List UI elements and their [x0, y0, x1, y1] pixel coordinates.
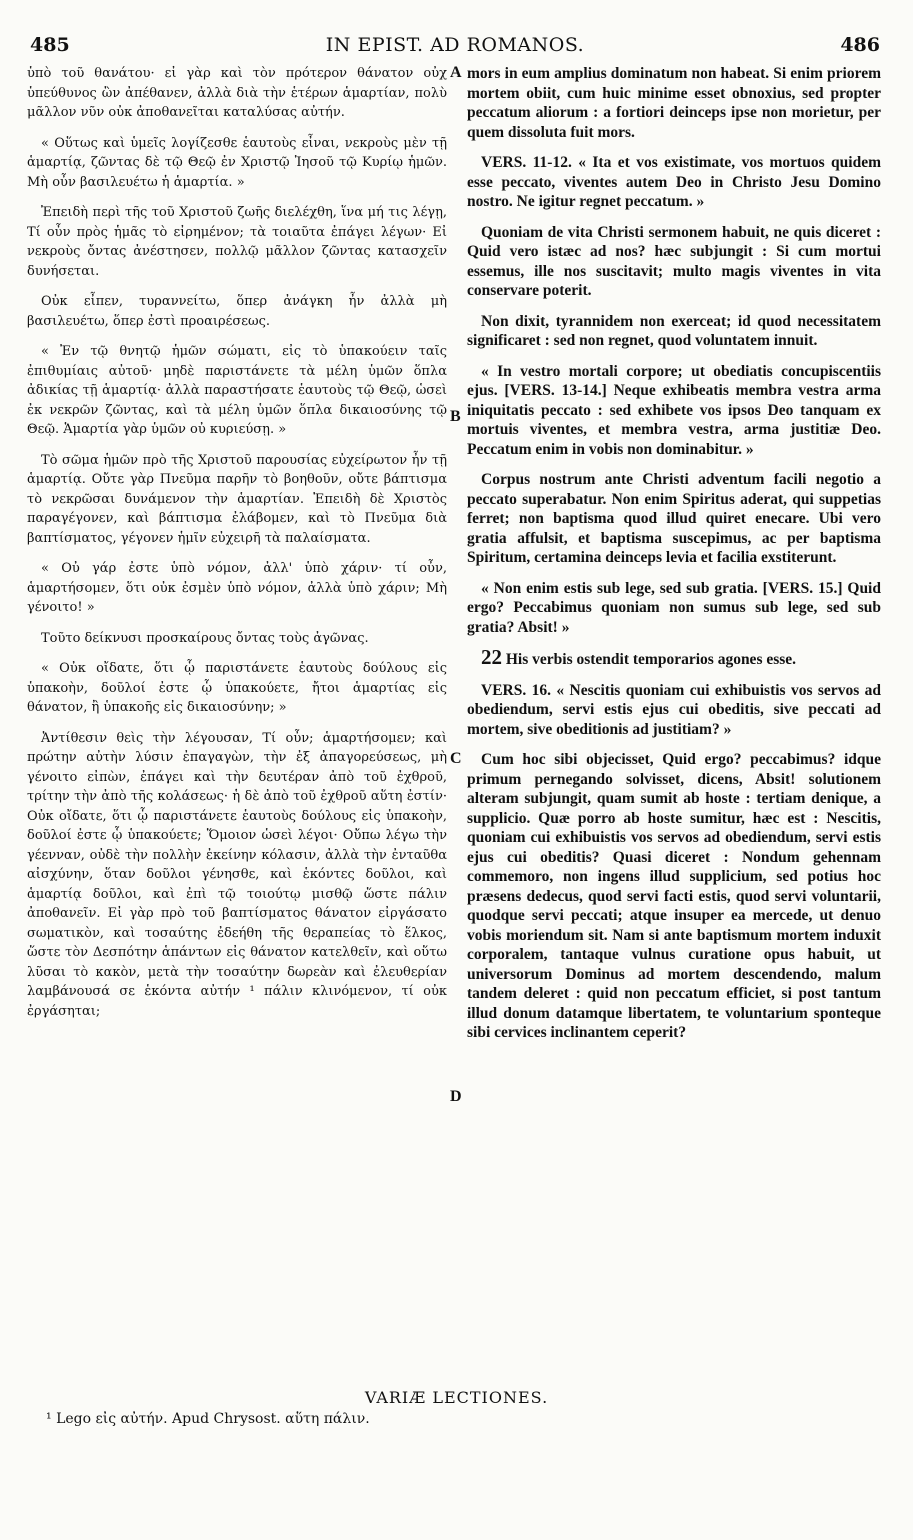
variae-lectiones-title: VARIÆ LECTIONES.	[364, 1388, 549, 1407]
greek-paragraph: Οὐκ εἶπεν, τυραννείτω, ὅπερ ἀνάγκη ἦν ἀλλὰ μὴ βασιλευέτω, ὅπερ ἐστὶ προαιρέσεως.	[27, 294, 447, 329]
left-page-number: 485	[30, 34, 70, 56]
greek-paragraph: « Οὐ γάρ ἐστε ὑπὸ νόμον, ἀλλ' ὑπὸ χάριν· τί οὖν, ἁμαρτήσομεν, ὅτι οὐκ ἐσμὲν ὑπὸ νόμον, ἀλλὰ ὑπὸ χάριν; Μὴ γένοιτο! »	[27, 561, 447, 615]
section-number: 22	[481, 645, 502, 669]
margin-letter-d: D	[450, 1088, 462, 1105]
latin-paragraph-text: His verbis ostendit temporarios agones esse.	[505, 651, 797, 668]
greek-paragraph: ὑπὸ τοῦ θανάτου· εἰ γὰρ καὶ τὸν πρότερον θάνατον οὐχ ὑπεύθυνος ὢν ἀπέθανεν, ἀλλὰ διὰ τὴν ἑτέρων ἁμαρτίαν, πολὺ μᾶλλον νῦν οὐκ ἀποθανεῖται καταλύσας αὐτήν.	[27, 66, 447, 120]
latin-paragraph: VERS. 11-12. « Ita et vos existimate, vos mortuos quidem esse peccato, viventes autem Deo in Christo Jesu Domino nostro. Ne igitur regnet peccatum. »	[467, 154, 881, 210]
margin-letter-c: C	[450, 750, 462, 767]
greek-paragraph: Τοῦτο δείκνυσι προσκαίρους ὄντας τοὺς ἀγῶνας.	[41, 630, 369, 646]
latin-paragraph: « In vestro mortali corpore; ut obediatis concupiscentiis ejus. [VERS. 13-14.] Neque exhibeatis membra vestra arma iniquitatis peccato : sed exhibete vos ipsos Deo tanquam ex mortuis viventes, et membra vestra, arma justitiæ Deo. Peccatum enim in vobis non dominabitur. »	[467, 362, 881, 458]
latin-paragraph: Quoniam de vita Christi sermonem habuit, ne quis diceret : Quid vero istæc ad nos? hæc subjungit : Si cum mortui essemus, ille nos suscitavit; multo magis viventes in vita conservare poterit.	[467, 223, 881, 299]
right-page-number: 486	[840, 34, 880, 56]
latin-paragraph: « Non enim estis sub lege, sed sub gratia. [VERS. 15.] Quid ergo? Peccabimus quoniam non sumus sub lege, sed sub gratia? Absit! »	[467, 579, 881, 636]
latin-paragraph: Corpus nostrum ante Christi adventum facili negotio a peccato superabatur. Non enim Spiritus aderat, qui suppetias ferret; non baptisma quod illud quiret enecare. Ubi vero gratia affulsit, et baptisma suscepimus, ac per baptisma Spiritum, certamina deinceps levia et facilia exstiterunt.	[467, 471, 881, 566]
running-header	[30, 34, 880, 60]
margin-letter-a: A	[450, 64, 462, 81]
variae-lectiones-note: ¹ Lego εἰς αὐτήν. Apud Chrysost. αὕτη πάλιν.	[46, 1411, 370, 1427]
greek-column	[27, 64, 447, 1032]
latin-paragraph: Non dixit, tyrannidem non exerceat; id quod necessitatem significaret : sed non regnet, quod voluntatem innuit.	[467, 312, 881, 349]
latin-paragraph: mors in eum amplius dominatum non habeat. Si enim priorem mortem obiit, cum huic minime esset obnoxius, sed propter peccatum aliorum : a fortiori deinceps ipse non morietur, per quem dissoluta fuit mors.	[467, 65, 881, 141]
greek-paragraph: « Οὕτως καὶ ὑμεῖς λογίζεσθε ἑαυτοὺς εἶναι, νεκροὺς μὲν τῇ ἁμαρτίᾳ, ζῶντας δὲ τῷ Θεῷ ἐν Χριστῷ Ἰησοῦ τῷ Κυρίῳ ἡμῶν. Μὴ οὖν βασιλευέτω ἡ ἁμαρτία. »	[27, 135, 447, 190]
latin-column	[467, 64, 881, 1054]
latin-paragraph: VERS. 16. « Nescitis quoniam cui exhibuistis vos servos ad obediendum, servi estis ejus cui obeditis, sive peccati ad mortem, sive obeditionis ad justitiam? »	[467, 681, 881, 738]
latin-paragraph-with-section	[467, 645, 881, 670]
latin-paragraph: Cum hoc sibi objecisset, Quid ergo? peccabimus? idque primum pernegando solvisset, dicens, Absit! solutionem alteram subjungit, quam sumit ab hoste : tertiam denique, a supplicio. Quæ porro ab hoste sumitur, hæc est : Nescitis, quoniam cui exhibuistis vos servos ad obediendum, servi estis ejus cui obeditis? Quasi diceret : Nondum gehennam commemoro, non ingens illud supplicium, sed potius hoc præsens dedecus, quod servi facti estis, quod servi voluntarii, quodque servi peccati; atque insuper ea mercede, ut denuo vobis moriendum sit. Nam si ante baptismum mortem induxit corporalem, tantaque vulnus curatione opus habuit, ut universorum Dominus ad mortem descendendo, malum tandem deleret : quid non peccatum efficiet, si post tantum illud donum datamque libertatem, te voluntarium sponteque sibi cervices inclinantem ceperit?	[467, 751, 881, 1041]
greek-paragraph: Ἀντίθεσιν θεὶς τὴν λέγουσαν, Τί οὖν; ἁμαρτήσομεν; καὶ πρώτην αὐτὴν λύσιν ἐπαγαγὼν, τὴν ἐξ ἀπαγορεύσεως, μὴ γένοιτο εἰπὼν, ἐπάγει καὶ τὴν δευτέραν ἀπὸ τοῦ ἐχθροῦ, τρίτην τὴν ἀπὸ τῆς κολάσεως· ἡ δὲ ἀπὸ τοῦ ἐχθροῦ αὕτη ἐστίν· Οὐκ οἴδατε, ὅτι ᾧ παριστάνετε ἑαυτοὺς δούλους εἰς ὑπακοὴν, δοῦλοί ἐστε ᾧ ὑπακούετε; Ὅμοιον ὡσεὶ λέγοι· Οὔπω λέγω τὴν γέενναν, οὐδὲ τὴν πολλὴν ἐκείνην κόλασιν, ἀλλὰ τὴν ἐνταῦθα αἰσχύνην, ὅταν δοῦλοι γένησθε, καὶ ἑκόντες δοῦλοι, καὶ ἁμαρτίᾳ δοῦλοι, καὶ ἐπὶ τῷ τοιούτῳ μισθῷ ὥστε πάλιν ἀποθανεῖν. Εἰ γὰρ πρὸ τοῦ βαπτίσματος θάνατον εἰργάσατο σωματικὸν, καὶ τοσαύτης ἐδεήθη τῆς θεραπείας τὸ ἕλκος, ὥστε τὸν Δεσπότην ἁπάντων εἰς θάνατον κατελθεῖν, καὶ οὕτω λῦσαι τὸ κακὸν, μετὰ τὴν τοσαύτην δωρεὰν καὶ ἐλευθερίαν λαμβάνουσά σε ἑκόντα αὐτήν ¹ πάλιν κλινόμενον, τί οὐκ ἐργάσηται;	[27, 730, 447, 1019]
greek-paragraph: « Οὐκ οἴδατε, ὅτι ᾧ παριστάνετε ἑαυτοὺς δούλους εἰς ὑπακοὴν, δοῦλοί ἐστε ᾧ ὑπακούετε, ἤτοι ἁμαρτίας εἰς θάνατον, ἢ ὑπακοῆς εἰς δικαιοσύνην; »	[27, 661, 447, 715]
running-title: IN EPIST. AD ROMANOS.	[325, 34, 585, 56]
greek-paragraph: Ἐπειδὴ περὶ τῆς τοῦ Χριστοῦ ζωῆς διελέχθη, ἵνα μή τις λέγῃ, Τί οὖν πρὸς ἡμᾶς τὸ εἰρημένον; τὰ τοιαῦτα ἐπάγει λέγων· Εἰ νεκροὺς ὄντας ἀνέστησεν, πολλῷ μᾶλλον ζῶντας κατασχεῖν δυνήσεται.	[27, 205, 447, 279]
greek-paragraph: « Ἐν τῷ θνητῷ ἡμῶν σώματι, εἰς τὸ ὑπακούειν ταῖς ἐπιθυμίαις αὐτοῦ· μηδὲ παριστάνετε τὰ μέλη ὑμῶν ὅπλα ἀδικίας τῇ ἁμαρτίᾳ· ἀλλὰ παραστήσατε ἑαυτοὺς τῷ Θεῷ, ὡσεὶ ἐκ νεκρῶν ζῶντας, καὶ τὰ μέλη ὑμῶν ὅπλα δικαιοσύνης τῷ Θεῷ. Ἁμαρτία γὰρ ὑμῶν οὐ κυριεύσῃ. »	[27, 344, 447, 437]
greek-paragraph: Τὸ σῶμα ἡμῶν πρὸ τῆς Χριστοῦ παρουσίας εὐχείρωτον ἦν τῇ ἁμαρτίᾳ. Οὔτε γὰρ Πνεῦμα παρῆν τὸ βοηθοῦν, οὔτε βάπτισμα τὸ νεκρῶσαι δυνάμενον τὴν ἁμαρτίαν. Ἐπειδὴ δὲ Χριστὸς παραγέγονεν, καὶ βάπτισμα ἐλάβομεν, καὶ τὸ Πνεῦμα διὰ βαπτίσματος, γέγονεν ἡμῖν εὐχειρῆ τὰ παλαίσματα.	[27, 452, 447, 546]
margin-letter-b: B	[450, 408, 461, 425]
